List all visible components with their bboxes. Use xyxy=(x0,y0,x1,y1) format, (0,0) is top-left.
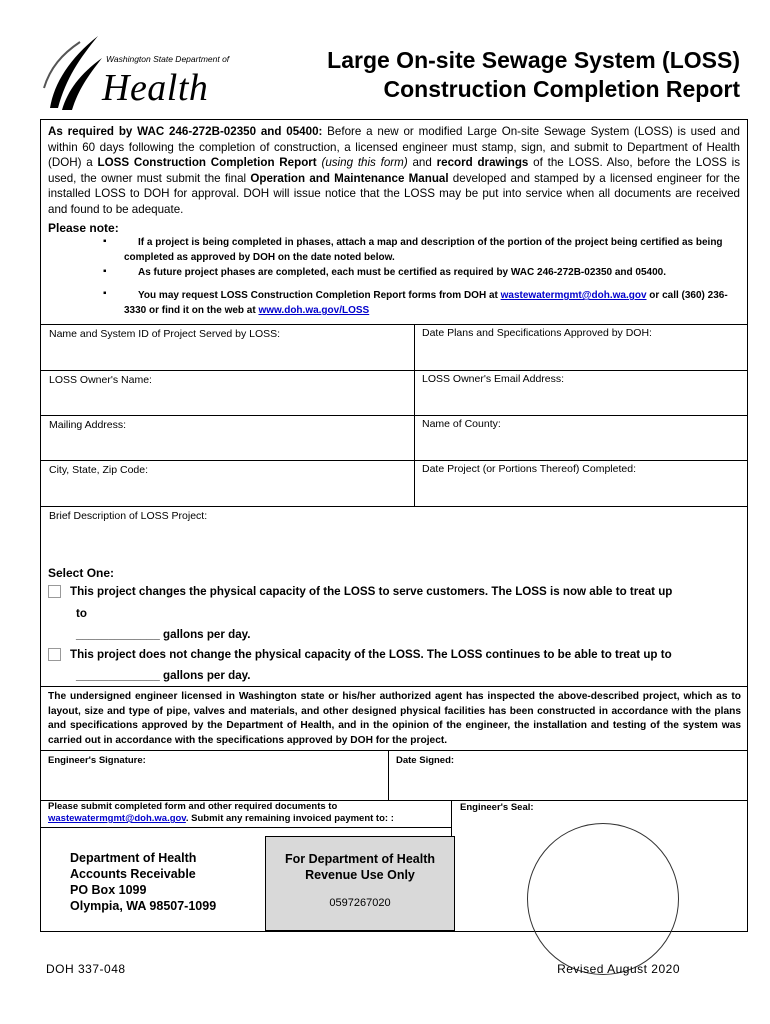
date-plans-label: Date Plans and Specifications Approved by DOH: xyxy=(422,327,652,339)
engineer-seal-label: Engineer's Seal: xyxy=(460,802,534,813)
description-label: Brief Description of LOSS Project: xyxy=(49,510,208,522)
note-item-3 xyxy=(124,288,739,318)
engineer-seal-area[interactable] xyxy=(527,823,679,975)
date-completed-field[interactable] xyxy=(414,460,747,506)
note-item-1 xyxy=(124,235,739,265)
note-item-text: As future project phases are completed, each must be certified as required by WAC 246-272B-02350 and 05400. xyxy=(138,267,666,278)
address-line: Olympia, WA 98507-1099 xyxy=(70,899,217,913)
submit-text: . Submit any remaining invoiced payment to: : xyxy=(185,813,394,824)
title-line-2: Construction Completion Report xyxy=(383,76,740,102)
engineer-signature-field[interactable] xyxy=(41,760,386,800)
intro-italic: (using this form) xyxy=(316,156,408,169)
intro-bold: record drawings xyxy=(436,156,529,169)
note-item-text: If a project is being completed in phases, attach a map and description of the portion of the project being certified as being completed as approved by DOH on the date noted below. xyxy=(124,237,723,263)
logo-agency-text: Washington State Department of xyxy=(106,54,230,64)
submit-text: Please submit completed form and other required documents to xyxy=(48,801,338,812)
title-line-1: Large On-site Sewage System (LOSS) xyxy=(327,47,740,73)
please-note-heading: Please note: xyxy=(48,221,119,235)
divider xyxy=(41,827,451,828)
capacity-change-to: to xyxy=(76,607,87,620)
engineer-signature-label: Engineer's Signature: xyxy=(48,755,146,766)
revenue-number: 0597267020 xyxy=(329,897,391,909)
doh-logo-swoosh-icon xyxy=(40,28,110,116)
revenue-heading-line: Revenue Use Only xyxy=(305,868,415,882)
date-signed-field[interactable] xyxy=(389,765,746,800)
column-divider xyxy=(414,324,415,506)
divider xyxy=(41,686,747,687)
capacity-change-checkbox[interactable] xyxy=(48,585,61,598)
divider xyxy=(41,750,747,751)
no-capacity-change-option: This project does not change the physical capacity of the LOSS. The LOSS continues to be able to treat up to xyxy=(70,648,672,661)
intro-text: of the LOSS. Also, before the LOSS is used, the owner must submit the final xyxy=(48,156,740,185)
email-link[interactable]: wastewatermgmt@doh.wa.gov xyxy=(500,290,647,301)
intro-bold: LOSS Construction Completion Report xyxy=(97,156,317,169)
city-label: City, State, Zip Code: xyxy=(49,464,149,476)
revenue-heading xyxy=(266,851,454,883)
submit-instructions xyxy=(48,801,448,825)
name-system-label: Name and System ID of Project Served by LOSS: xyxy=(49,328,281,340)
certification-statement: The undersigned engineer licensed in Washington state or his/her authorized agent has inspected the above-described project, which as to layout, size and type of pipe, valves and materials, and other designed physical facilities has been constructed in accordance with the plans and specifications approved by the Department of Health, and in the opinion of the engineer, the installation and testing of the system was carried out in accordance with the specifications approved by DOH for the project. xyxy=(48,691,741,746)
revenue-heading-line: For Department of Health xyxy=(284,852,435,866)
note-item-text: You may request LOSS Construction Completion Report forms from DOH at xyxy=(138,290,501,301)
bullet-icon: ▪ xyxy=(103,288,107,299)
website-link[interactable]: www.doh.wa.gov/LOSS xyxy=(258,305,370,316)
county-field[interactable] xyxy=(414,415,747,460)
intro-text: and xyxy=(407,156,437,169)
no-capacity-change-checkbox[interactable] xyxy=(48,648,61,661)
select-one-heading: Select One: xyxy=(48,566,115,580)
form-id: DOH 337-048 xyxy=(46,962,126,976)
capacity-change-option: This project changes the physical capacity of the LOSS to serve customers. The LOSS is now able to treat up xyxy=(70,585,673,598)
date-signed-label: Date Signed: xyxy=(396,755,455,766)
page-title xyxy=(270,46,740,104)
intro-text: developed and stamped by a licensed engineer for the installed LOSS to DOH for approval. DOH will issue notice that the LOSS may be put into service when all documents are received and found to be adequate. xyxy=(48,171,740,216)
revenue-use-box xyxy=(265,836,455,931)
bullet-icon: ▪ xyxy=(103,266,107,277)
description-field[interactable] xyxy=(41,506,747,560)
note-item-text: or call (360) 236-3330 or find it on the web at xyxy=(124,290,728,316)
capacity-change-gallons[interactable]: _____________ gallons per day. xyxy=(76,628,251,641)
intro-bold: Operation and Maintenance Manual xyxy=(250,171,449,185)
owner-name-label: LOSS Owner's Name: xyxy=(49,374,152,386)
doh-logo xyxy=(40,28,230,116)
intro-paragraph xyxy=(48,124,740,217)
address-line: PO Box 1099 xyxy=(70,883,147,897)
mailing-address-label: Mailing Address: xyxy=(49,419,127,431)
date-plans-field[interactable] xyxy=(414,324,747,370)
date-completed-label: Date Project (or Portions Thereof) Completed: xyxy=(422,463,636,475)
owner-email-field[interactable] xyxy=(414,370,747,415)
owner-email-label: LOSS Owner's Email Address: xyxy=(422,373,565,385)
revision-date: Revised August 2020 xyxy=(557,962,680,976)
mailing-address-block xyxy=(70,850,216,914)
intro-text: Before a new or modified Large On-site Sewage System (LOSS) is used and within 60 days following the completion of construction, a licensed engineer must stamp, sign, and submit to Department of Health (DOH) a xyxy=(48,125,740,169)
submit-email-link[interactable]: wastewatermgmt@doh.wa.gov xyxy=(48,813,186,824)
note-item-2 xyxy=(124,265,739,280)
county-label: Name of County: xyxy=(422,418,501,430)
intro-lead: As required by WAC 246-272B-02350 and 05400: xyxy=(48,125,323,138)
logo-health-text: Health xyxy=(102,67,209,109)
address-line: Department of Health xyxy=(70,851,197,865)
address-line: Accounts Receivable xyxy=(70,867,196,881)
bullet-icon: ▪ xyxy=(103,236,107,247)
no-capacity-change-gallons[interactable]: _____________ gallons per day. xyxy=(76,669,251,682)
